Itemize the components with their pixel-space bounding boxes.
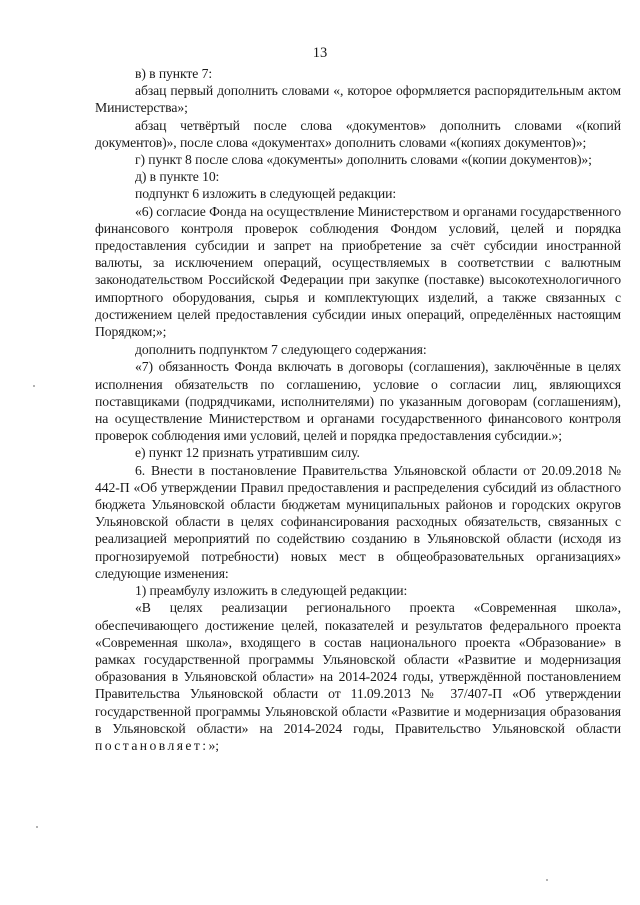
paragraph-subpoint-6-text: «6) согласие Фонда на осуществление Министерством и органами государственного финансового контроля проверок соблюдения Фондом условий, целей и порядка предоставления субсидии и запрет на приобретение за счёт субсидии иностранной валюты, за исключением операций, осуществляемых в соответствии с валютным законодательством Российской Федерации при закупке (поставке) высокотехнологичного импортного оборудования, сырья и комплектующих изделий, а также связанных с достижением целей предоставления субсидии иных операций, определённых настоящим Порядком;»; <box>95 203 621 340</box>
paragraph-first-abzac: абзац первый дополнить словами «, которое оформляется распорядительным актом Министерства»; <box>95 83 621 116</box>
paragraph-item-e: е) пункт 12 признать утратившим силу. <box>135 445 360 461</box>
scan-speck <box>33 385 35 387</box>
paragraph-subpoint-7-intro: дополнить подпунктом 7 следующего содержания: <box>135 342 427 358</box>
closing-tail: »; <box>208 737 219 753</box>
preamble-text: «В целях реализации регионального проекта «Современная школа», обеспечивающего достижение целей, показателей и результатов федерального проекта «Современная школа», входящего в состав национального проекта «Образование» в рамках государственной программы Ульяновской области «Развитие и модернизация образования в Ульяновской области» на 2014-2024 годы, утверждённой постановлением Правительства Ульяновской области от 11.09.2013 № 37/407-П «Об утверждении государственной программы Ульяновской области «Развитие и модернизация образования в Ульяновской области» на 2014-2024 годы, Правительство Ульяновской области <box>95 600 621 736</box>
paragraph-fourth-abzac: абзац четвёртый после слова «документов» дополнить словами «(копий документов)», после слова «документах» дополнить словами «(копиях документов)»; <box>95 117 621 150</box>
document-body <box>95 65 621 754</box>
paragraph-item-d: д) в пункте 10: <box>135 169 220 185</box>
paragraph-item-v: в) в пункте 7: <box>135 66 213 81</box>
paragraph-item-g: г) пункт 8 после слова «документы» дополнить словами «(копии документов)»; <box>135 152 592 168</box>
paragraph-preamble-intro: 1) преамбулу изложить в следующей редакции: <box>135 583 408 599</box>
page-number: 13 <box>312 45 328 61</box>
closing-word: постановляет: <box>95 737 209 753</box>
scan-speck <box>36 826 38 828</box>
paragraph-section-6: 6. Внести в постановление Правительства Ульяновской области от 20.09.2018 № 442-П «Об утверждении Правил предоставления и распределения субсидий из областного бюджета Ульяновской области бюджетам муниципальных районов и городских округов Ульяновской области в целях софинансирования расходных обязательств, связанных с реализацией мероприятий по содействию созданию в Ульяновской области (исходя из прогнозируемой потребности) новых мест в общеобразовательных организациях» следующие изменения: <box>95 462 621 581</box>
paragraph-subpoint-7-text: «7) обязанность Фонда включать в договоры (соглашения), заключённые в целях исполнения обязательств по соглашению, условие о согласии лиц, являющихся поставщиками (подрядчиками, исполнителями) по указанным договорам (соглашениям), на осуществление Министерством и органами государственного финансового контроля проверок соблюдения ими условий, целей и порядка предоставления субсидии.»; <box>95 359 621 444</box>
paragraph-preamble-text <box>95 599 621 754</box>
scan-speck <box>546 879 548 881</box>
paragraph-subpoint-6-intro: подпункт 6 изложить в следующей редакции: <box>135 186 397 202</box>
